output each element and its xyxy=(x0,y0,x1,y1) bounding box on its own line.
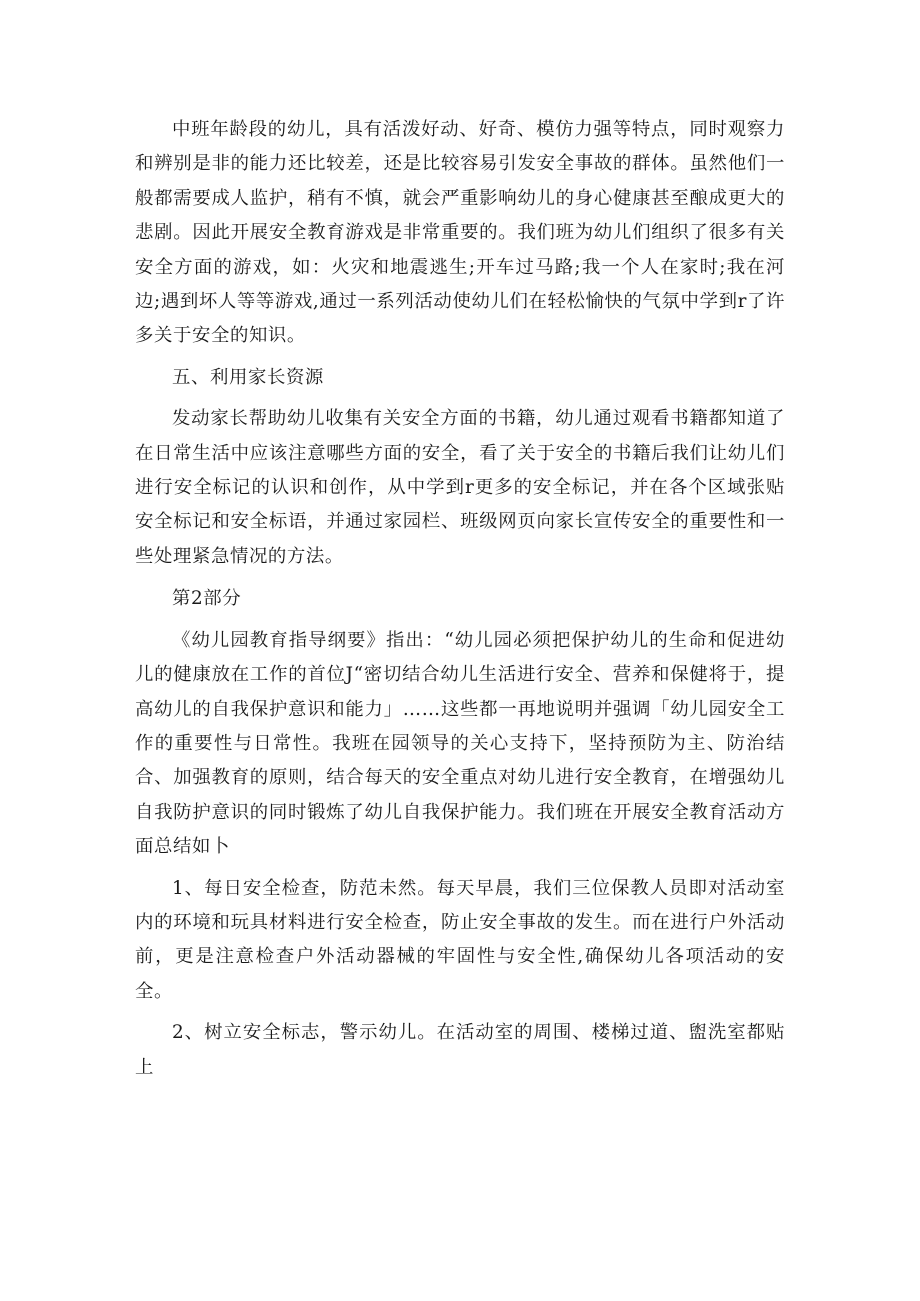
section-heading-parent-resources: 五、利用家长资源 xyxy=(172,366,324,388)
spacer xyxy=(135,1009,785,1016)
paragraph-parent-books: 发动家长帮助幼儿收集有关安全方面的书籍，幼儿通过观看书籍都知道了在日常生活中应该注意哪些方面的安全，看了关于安全的书籍后我们让幼儿们进行安全标记的认识和创作，从中学到r更多的安全标记，并在各个区域张贴安全标记和安全标语，并通过家园栏、班级网页向家长宣传安全的重要性和一些处理紧急情况的方法。 xyxy=(135,408,785,567)
spacer xyxy=(135,617,785,624)
spacer xyxy=(135,395,785,402)
spacer xyxy=(135,865,785,872)
spacer xyxy=(135,354,785,361)
paragraph-safety-games: 中班年龄段的幼儿，具有活泼好动、好奇、模仿力强等特点，同时观察力和辨别是非的能力还比较差，还是比较容易引发安全事故的群体。虽然他们一般都需要成人监护，稍有不慎，就会严重影响幼儿的身心健康甚至酿成更大的悲剧。因此开展安全教育游戏是非常重要的。我们班为幼儿们组织了很多有关安全方面的游戏，如：火灾和地震逃生;开车过马路;我一个人在家时;我在河边;遇到坏人等等游戏,通过一系列活动使幼儿们在轻松愉快的气氛中学到r了许多关于安全的知识。 xyxy=(135,119,785,347)
paragraph-daily-check: 1、每日安全检查，防范未然。每天早晨，我们三位保教人员即对活动室内的环境和玩具材料进行安全检查，防止安全事故的发生。而在进行户外活动前，更是注意检查户外活动器械的牢固性与安全性,确保幼儿各项活动的安全。 xyxy=(135,877,785,1002)
document-page xyxy=(135,113,785,1085)
paragraph-safety-signs: 2、树立安全标志，警示幼儿。在活动室的周围、楼梯过道、盥洗室都贴上 xyxy=(135,1022,785,1078)
part-heading: 第2部分 xyxy=(172,588,242,610)
spacer xyxy=(135,574,785,582)
paragraph-guidelines: 《幼儿园教育指导纲要》指出：“幼儿园必须把保护幼儿的生命和促进幼儿的健康放在工作的首位J“密切结合幼儿生活进行安全、营养和保健将于，提高幼儿的自我保护意识和能力」……这些都一再地说明并强调「幼儿园安全工作的重要性与日常性。我班在园领导的关心支持下，坚持预防为主、防治结合、加强教育的原则，结合每天的安全重点对幼儿进行安全教育，在增强幼儿自我防护意识的同时锻炼了幼儿自我保护能力。我们班在开展安全教育活动方面总结如卜 xyxy=(135,629,785,858)
